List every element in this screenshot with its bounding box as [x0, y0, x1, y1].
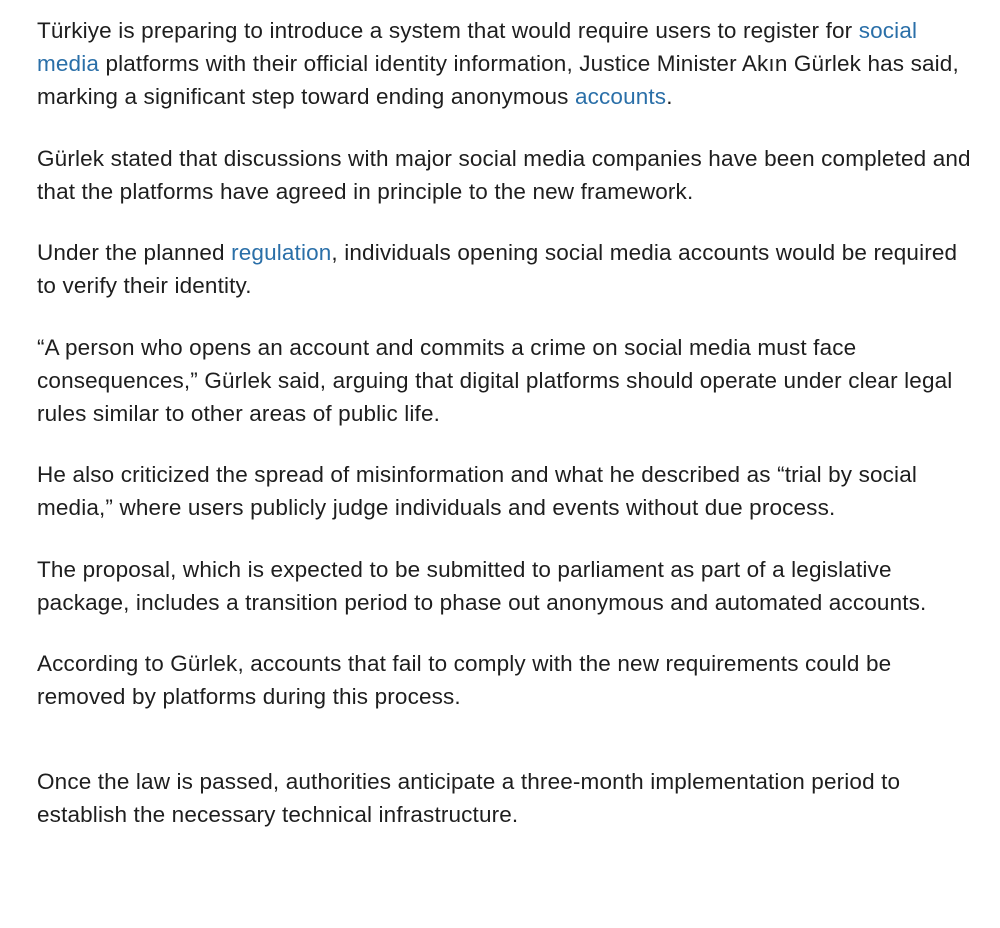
paragraph-5: He also criticized the spread of misinformation and what he described as “trial by social media,” where users publicly judge individuals and events without due process. — [37, 462, 918, 520]
article-body — [37, 14, 977, 860]
paragraph-text: Under the planned — [37, 240, 232, 265]
paragraph-1 — [37, 14, 977, 113]
paragraph-3 — [37, 236, 977, 302]
paragraph-text: platforms with their official identity information, Justice Minister Akın Gürlek has said, marking a significant step toward ending anonymous — [37, 51, 959, 109]
regulation-link[interactable]: regulation — [231, 240, 332, 265]
paragraph-text: . — [666, 84, 673, 109]
paragraph-7: According to Gürlek, accounts that fail to comply with the new requirements could be removed by platforms during this process. — [37, 651, 892, 709]
paragraph-6: The proposal, which is expected to be submitted to parliament as part of a legislative package, includes a transition period to phase out anonymous and automated accounts. — [37, 556, 927, 615]
paragraph-8: Once the law is passed, authorities anticipate a three-month implementation period to establish the necessary technical infrastructure. — [37, 769, 901, 827]
paragraph-text: , individuals opening social media accounts would be required to verify their identity. — [37, 240, 958, 298]
paragraph-text: Türkiye is preparing to introduce a system that would require users to register for — [37, 18, 859, 43]
social-media-link[interactable]: social media — [37, 18, 918, 76]
paragraph-4: “A person who opens an account and commits a crime on social media must face consequences,” Gürlek said, arguing that digital platforms should operate under clear legal rules similar to other areas of public life. — [37, 334, 953, 426]
paragraph-2: Gürlek stated that discussions with major social media companies have been completed and that the platforms have agreed in principle to the new framework. — [37, 145, 971, 204]
accounts-link[interactable]: accounts — [574, 84, 667, 109]
